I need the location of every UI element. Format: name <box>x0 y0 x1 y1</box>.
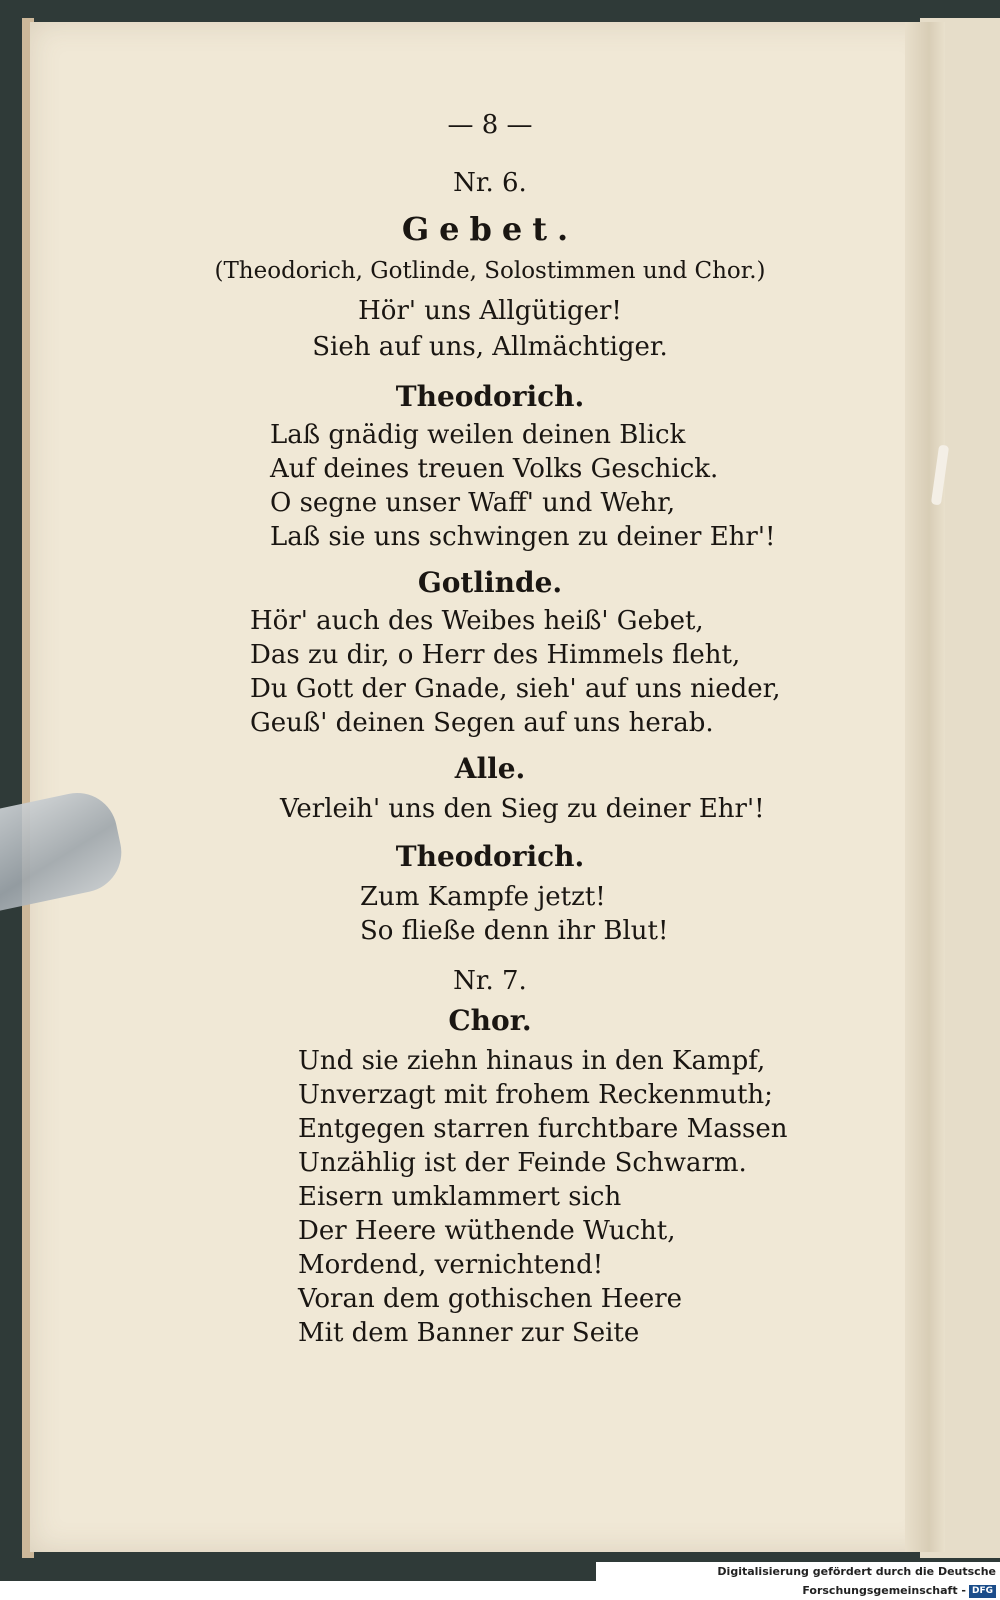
verse-line: Entgegen starren furchtbare Massen <box>298 1114 788 1144</box>
page-number: — 8 — <box>447 110 533 140</box>
verse-line: Mordend, vernichtend! <box>298 1250 604 1280</box>
verse-line: So fließe denn ihr Blut! <box>360 916 669 946</box>
verse-line: Unverzagt mit frohem Reckenmuth; <box>298 1080 773 1110</box>
section-number: Nr. 6. <box>453 168 527 198</box>
section-title: Gebet. <box>401 210 579 248</box>
verse-line: Hör' uns Allgütiger! <box>358 296 622 326</box>
verse-line: Auf deines treuen Volks Geschick. <box>270 454 719 484</box>
speaker-name: Alle. <box>454 752 526 785</box>
verse-line: Hör' auch des Weibes heiß' Gebet, <box>250 606 704 636</box>
verse-line: Und sie ziehn hinaus in den Kampf, <box>298 1046 766 1076</box>
speaker-name: Theodorich. <box>395 380 585 413</box>
verse-line: Geuß' deinen Segen auf uns herab. <box>250 708 714 738</box>
verse-line: Mit dem Banner zur Seite <box>298 1318 640 1348</box>
speaker-name: Theodorich. <box>395 840 585 873</box>
section-title: Chor. <box>448 1004 532 1037</box>
verse-line: Laß gnädig weilen deinen Blick <box>270 420 686 450</box>
footer-text: Digitalisierung gefördert durch die Deutsche Forschungsgemeinschaft - <box>717 1565 996 1597</box>
verse-line: Du Gott der Gnade, sieh' auf uns nieder, <box>250 674 781 704</box>
verse-line: Der Heere wüthende Wucht, <box>298 1216 676 1246</box>
verse-line: Das zu dir, o Herr des Himmels fleht, <box>250 640 741 670</box>
dfg-logo-icon: DFG <box>969 1585 996 1598</box>
speaker-name: Gotlinde. <box>417 566 563 599</box>
verse-line: Zum Kampfe jetzt! <box>360 882 606 912</box>
verse-line: Sieh auf uns, Allmächtiger. <box>312 332 668 362</box>
verse-line: O segne unser Waff' und Wehr, <box>270 488 676 518</box>
section-number: Nr. 7. <box>453 966 527 996</box>
footer-credit <box>596 1562 1000 1597</box>
verse-line: Unzählig ist der Feinde Schwarm. <box>298 1148 747 1178</box>
page-gutter <box>905 22 945 1552</box>
section-subtitle: (Theodorich, Gotlinde, Solostimmen und Chor.) <box>214 258 766 284</box>
verse-line: Voran dem gothischen Heere <box>298 1284 683 1314</box>
verse-line: Eisern umklammert sich <box>298 1182 622 1212</box>
verse-line: Verleih' uns den Sieg zu deiner Ehr'! <box>280 794 765 824</box>
verse-line: Laß sie uns schwingen zu deiner Ehr'! <box>270 522 776 552</box>
